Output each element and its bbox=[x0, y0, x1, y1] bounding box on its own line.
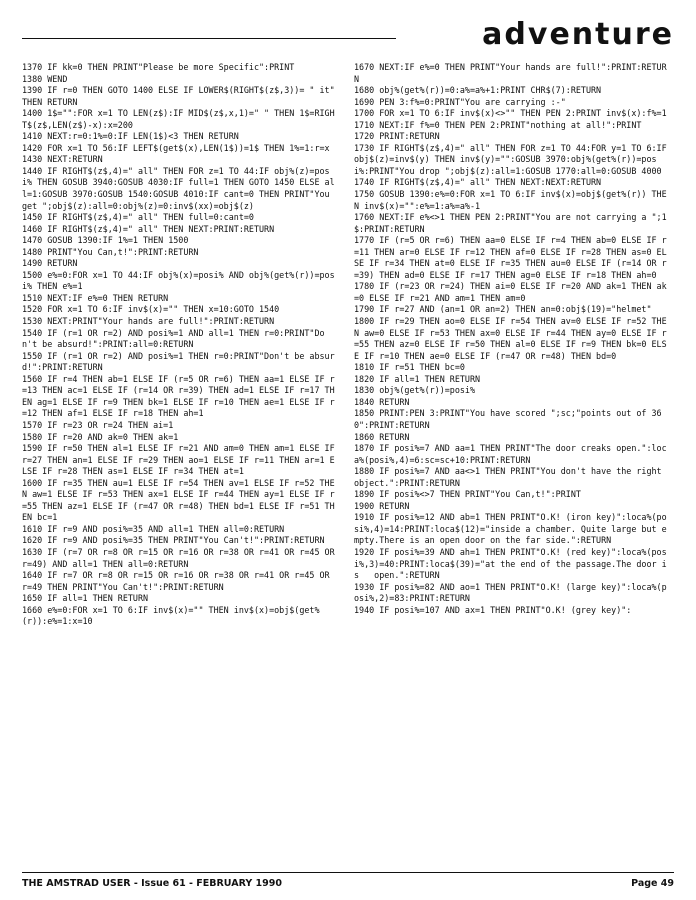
code-line: 1640 IF r=7 OR r=8 OR r=15 OR r=16 OR r=38 OR r=41 OR r=45 OR r=49 THEN PRINT"You Can't!":PRINT:RETURN bbox=[22, 570, 335, 592]
page-footer bbox=[22, 872, 674, 887]
listing-left-column bbox=[22, 62, 338, 628]
code-line: 1850 PRINT:PEN 3:PRINT"You have scored ";sc;"points out of 360":PRINT:RETURN bbox=[354, 408, 662, 430]
code-line: 1510 NEXT:IF e%=0 THEN RETURN bbox=[22, 292, 169, 303]
code-line: 1500 e%=0:FOR x=1 TO 44:IF obj%(x)=posi% AND obj%(get%(r))=posi% THEN e%=1 bbox=[22, 269, 335, 292]
code-line: 1860 RETURN bbox=[354, 431, 410, 442]
section-title: adventure bbox=[482, 17, 674, 52]
code-line: 1550 IF (r=1 OR r=2) AND posi%=1 THEN r=0:PRINT"Don't be absurd!":PRINT:RETURN bbox=[22, 350, 335, 373]
page-number: Page 49 bbox=[631, 878, 674, 889]
code-line: 1590 IF r=50 THEN al=1 ELSE IF r=21 AND am=0 THEN am=1 ELSE IF r=27 THEN an=1 ELSE IF r=29 THEN ao=1 ELSE IF r=11 THEN ar=1 ELSE IF r=28 THEN as=1 ELSE IF r=34 THEN at=1 bbox=[22, 443, 340, 477]
code-line: 1780 IF (r=23 OR r=24) THEN ai=0 ELSE IF r=20 AND ak=1 THEN ak=0 ELSE IF r=21 AND am=1 THEN am=0 bbox=[354, 281, 667, 303]
code-line: 1540 IF (r=1 OR r=2) AND posi%=1 AND all=1 THEN r=0:PRINT"Don't be absurd!":PRINT:all=0:RETURN bbox=[22, 327, 325, 350]
code-line: 1910 IF posi%=12 AND ab=1 THEN PRINT"O.K! (iron key)":loca%(posi%,4)=14:PRINT:loca$(12)="inside a chamber. Quite large but empty.There is an open door on the far side.":RETURN bbox=[354, 512, 667, 546]
code-line: 1710 NEXT:IF f%=0 THEN PEN 2:PRINT"nothing at all!":PRINT bbox=[354, 119, 642, 130]
code-line: 1870 IF posi%=7 AND aa=1 THEN PRINT"The door creaks open.":loca%(posi%,4)=6:sc=sc+10:PRINT:RETURN bbox=[354, 443, 667, 465]
code-line: 1490 RETURN bbox=[22, 258, 78, 269]
code-line: 1460 IF RIGHT$(z$,4)=" all" THEN NEXT:PRINT:RETURN bbox=[22, 223, 275, 234]
code-line: 1880 IF posi%=7 AND aa<>1 THEN PRINT"You don't have the right object.":PRINT:RETURN bbox=[354, 466, 667, 488]
code-line: 1610 IF r=9 AND posi%=35 AND all=1 THEN all=0:RETURN bbox=[22, 523, 285, 534]
code-line: 1660 e%=0:FOR x=1 TO 6:IF inv$(x)="" THEN inv$(x)=obj$(get%(r)):e%=1:x=10 bbox=[22, 604, 320, 627]
code-line: 1740 IF RIGHT$(z$,4)=" all" THEN NEXT:NEXT:RETURN bbox=[354, 177, 602, 188]
code-line: 1790 IF r=27 AND (an=1 OR an=2) THEN an=0:obj$(19)="helmet" bbox=[354, 304, 652, 315]
code-line: 1450 IF RIGHT$(z$,4)=" all" THEN full=0:cant=0 bbox=[22, 212, 254, 223]
code-line: 1560 IF r=4 THEN ab=1 ELSE IF (r=5 OR r=6) THEN aa=1 ELSE IF r=13 THEN ac=1 ELSE IF (r=14 OR r=39) THEN ad=1 ELSE IF r=17 THEN ag=1 ELSE IF r=9 THEN bk=1 ELSE IF r=10 THEN ae=1 ELSE IF r=12 THEN af=1 ELSE IF r=18 THEN ah=1 bbox=[22, 373, 335, 419]
code-line: 1630 IF (r=7 OR r=8 OR r=15 OR r=16 OR r=38 OR r=41 OR r=45 OR r=49) AND all=1 THEN all=0:RETURN bbox=[22, 546, 340, 569]
code-line: 1820 IF all=1 THEN RETURN bbox=[354, 373, 481, 384]
code-line: 1600 IF r=35 THEN au=1 ELSE IF r=54 THEN av=1 ELSE IF r=52 THEN aw=1 ELSE IF r=53 THEN ax=1 ELSE IF r=44 THEN ay=1 ELSE IF r=55 THEN az=1 ELSE IF (r=47 OR r=48) THEN bd=1 ELSE IF r=51 THEN bc=1 bbox=[22, 477, 335, 523]
code-line: 1480 PRINT"You Can,t!":PRINT:RETURN bbox=[22, 246, 199, 257]
code-line: 1770 IF (r=5 OR r=6) THEN aa=0 ELSE IF r=4 THEN ab=0 ELSE IF r=11 THEN ar=0 ELSE IF r=12 THEN af=0 ELSE IF r=28 THEN as=0 ELSE IF r=34 THEN at=0 ELSE IF r=35 THEN au=0 ELSE IF (r=14 OR r=39) THEN ad=0 ELSE IF r=17 THEN ag=0 ELSE IF r=18 THEN ah=0 bbox=[354, 235, 667, 280]
issue-info: THE AMSTRAD USER - Issue 61 - FEBRUARY 1990 bbox=[22, 878, 283, 889]
code-line: 1420 FOR x=1 TO 56:IF LEFT$(get$(x),LEN(1$))=1$ THEN 1%=1:r=x bbox=[22, 142, 330, 153]
code-line: 1580 IF r=20 AND ak=0 THEN ak=1 bbox=[22, 431, 179, 442]
code-line: 1410 NEXT:r=0:1%=0:IF LEN(1$)<3 THEN RETURN bbox=[22, 131, 239, 142]
code-line: 1890 IF posi%<>7 THEN PRINT"You Can,t!":PRINT bbox=[354, 489, 581, 500]
code-line: 1530 NEXT:PRINT"Your hands are full!":PRINT:RETURN bbox=[22, 316, 275, 327]
code-line: 1400 1$="":FOR x=1 TO LEN(z$):IF MID$(z$,x,1)=" " THEN 1$=RIGHT$(z$,LEN(z$)-x):x=200 bbox=[22, 108, 335, 130]
code-line: 1680 obj%(get%(r))=0:a%=a%+1:PRINT CHR$(7):RETURN bbox=[354, 85, 602, 96]
code-line: 1440 IF RIGHT$(z$,4)=" all" THEN FOR z=1 TO 44:IF obj%(z)=posi% THEN GOSUB 3940:GOSUB 4030:IF full=1 THEN GOTO 1450 ELSE all=1:GOSUB 3970:GOSUB 1540:GOSUB 4010:IF cant=0 THEN PRINT"You get ";obj$(z):all=0:obj%(z)=0:inv$(xx)=obj$(z) bbox=[22, 165, 335, 211]
code-line: 1700 FOR x=1 TO 6:IF inv$(x)<>"" THEN PEN 2:PRINT inv$(x):f%=1 bbox=[354, 108, 667, 119]
code-line: 1750 GOSUB 1390:e%=0:FOR x=1 TO 6:IF inv$(x)=obj$(get%(r)) THEN inv$(x)="":e%=1:a%=a%-1 bbox=[354, 189, 667, 211]
code-line: 1830 obj%(get%(r))=posi% bbox=[354, 385, 476, 396]
code-line: 1470 GOSUB 1390:IF 1%=1 THEN 1500 bbox=[22, 235, 189, 246]
code-line: 1760 NEXT:IF e%<>1 THEN PEN 2:PRINT"You are not carrying a ";1$:PRINT:RETURN bbox=[354, 212, 667, 234]
code-line: 1690 PEN 3:f%=0:PRINT"You are carrying :-" bbox=[354, 96, 566, 107]
code-line: 1520 FOR x=1 TO 6:IF inv$(x)="" THEN x=10:GOTO 1540 bbox=[22, 304, 280, 315]
code-line: 1920 IF posi%=39 AND ah=1 THEN PRINT"O.K! (red key)":loca%(posi%,3)=40:PRINT:loca$(39)="at the end of the passage.The door is open.":RETURN bbox=[354, 546, 667, 581]
code-line: 1730 IF RIGHT$(z$,4)=" all" THEN FOR z=1 TO 44:FOR y=1 TO 6:IF obj$(z)=inv$(y) THEN inv$(y)="":GOSUB 3970:obj%(get%(r))=posi%:PRINT"You drop ";obj$(z):all=1:GOSUB 1770:all=0:GOSUB 4000 bbox=[354, 142, 672, 176]
code-line: 1720 PRINT:RETURN bbox=[354, 131, 440, 142]
code-line: 1840 RETURN bbox=[354, 396, 410, 407]
code-line: 1650 IF all=1 THEN RETURN bbox=[22, 593, 149, 604]
code-line: 1810 IF r=51 THEN bc=0 bbox=[354, 362, 465, 373]
header-rule bbox=[22, 38, 396, 39]
code-line: 1430 NEXT:RETURN bbox=[22, 154, 103, 165]
code-line: 1390 IF r=0 THEN GOTO 1400 ELSE IF LOWER$(RIGHT$(z$,3))= " it" THEN RETURN bbox=[22, 85, 340, 107]
code-line: 1930 IF posi%=82 AND ao=1 THEN PRINT"O.K! (large key)":loca%(posi%,2)=83:PRINT:RETURN bbox=[354, 581, 667, 604]
code-line: 1370 IF kk=0 THEN PRINT"Please be more Specific":PRINT bbox=[22, 62, 295, 72]
page-header bbox=[0, 17, 696, 52]
code-line: 1800 IF r=29 THEN ao=0 ELSE IF r=54 THEN av=0 ELSE IF r=52 THEN aw=0 ELSE IF r=53 THEN ax=0 ELSE IF r=44 THEN ay=0 ELSE IF r=55 THEN az=0 ELSE IF r=50 THEN al=0 ELSE IF r=9 THEN bk=0 ELSE IF r=10 THEN ae=0 ELSE IF (r=47 OR r=48) THEN bd=0 bbox=[354, 316, 667, 361]
listing-right-column bbox=[354, 62, 670, 616]
code-line: 1380 WEND bbox=[22, 73, 68, 84]
code-line: 1670 NEXT:IF e%=0 THEN PRINT"Your hands are full!":PRINT:RETURN bbox=[354, 62, 667, 84]
code-line: 1900 RETURN bbox=[354, 500, 410, 511]
code-line: 1940 IF posi%=107 AND ax=1 THEN PRINT"O.K! (grey key)": bbox=[354, 604, 632, 615]
code-line: 1620 IF r=9 AND posi%=35 THEN PRINT"You Can't!":PRINT:RETURN bbox=[22, 535, 325, 546]
code-line: 1570 IF r=23 OR r=24 THEN ai=1 bbox=[22, 419, 174, 430]
